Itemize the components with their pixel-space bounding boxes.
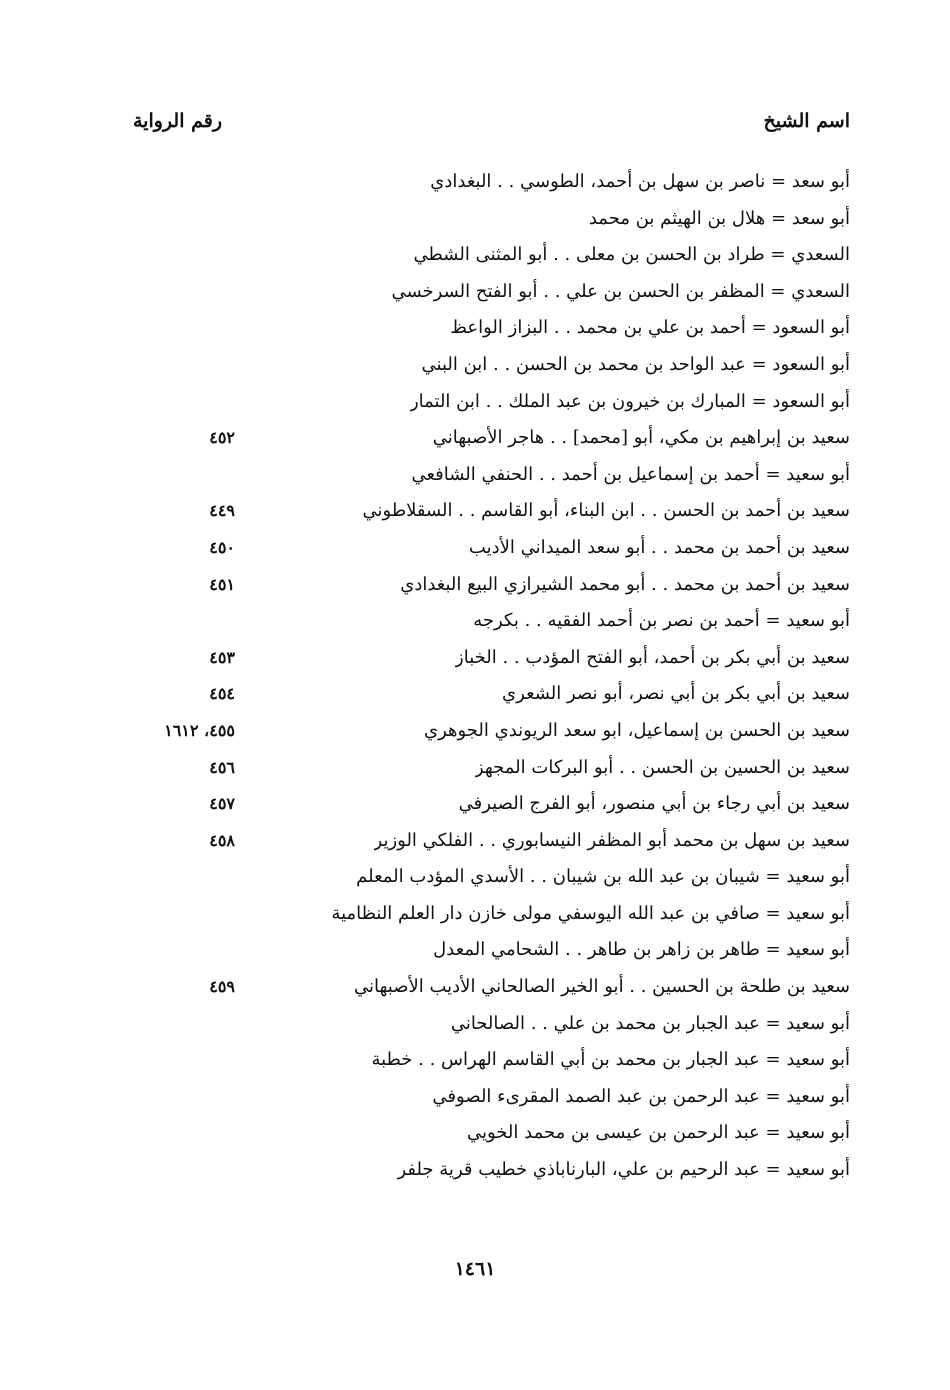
narration-number: ٤٥٩: [209, 977, 235, 997]
sheikh-name: أبو سعيد = عبد الرحمن بن عبد الصمد المقرىء الصوفي: [432, 1085, 850, 1107]
sheikh-name: أبو سعيد = عبد الرحيم بن علي، البارناباذي خطيب قرية جلفر: [397, 1159, 850, 1181]
list-item: [0, 676, 950, 713]
narration-number: ٤٥٢: [209, 428, 235, 448]
sheikh-name: سعيد بن إبراهيم بن مكي، أبو [محمد] . . هاجر الأصبهاني: [432, 427, 850, 449]
sheikh-name: أبو السعود = المبارك بن خيرون بن عبد الملك . . ابن التمار: [409, 390, 850, 412]
list-item: [0, 932, 950, 969]
narration-number: ٤٥٦: [209, 757, 235, 777]
sheikh-name: أبو سعيد = عبد الجبار بن محمد بن أبي القاسم الهراس . . خطبة: [371, 1049, 850, 1071]
list-item: [0, 713, 950, 750]
list-item: [0, 530, 950, 567]
sheikh-name: سعيد بن أبي بكر بن أبي نصر، أبو نصر الشعري: [502, 683, 850, 705]
list-item: [0, 750, 950, 787]
list-item: [0, 896, 950, 933]
narration-number: ٤٥١: [209, 574, 235, 594]
list-item: [0, 1042, 950, 1079]
list-item: [0, 1079, 950, 1116]
sheikh-name: أبو سعيد = طاهر بن زاهر بن طاهر . . الشحامي المعدل: [433, 939, 850, 961]
list-item: [0, 603, 950, 640]
sheikh-name: سعيد بن سهل بن محمد أبو المظفر النيسابوري . . الفلكي الوزير: [373, 829, 850, 851]
sheikh-name: سعيد بن الحسن بن إسماعيل، ابو سعد الريوندي الجوهري: [423, 719, 850, 741]
list-item: [0, 347, 950, 384]
sheikh-name: أبو سعيد = صافي بن عبد الله اليوسفي مولى خازن دار العلم النظامية: [331, 902, 850, 924]
list-item: [0, 1115, 950, 1152]
narration-number: ٤٥٤: [209, 684, 235, 704]
sheikh-name: السعدي = طراد بن الحسن بن معلى . . أبو المثنى الشطي: [413, 244, 850, 266]
narration-number: ٤٥٠: [209, 537, 235, 557]
list-item: [0, 786, 950, 823]
narration-number: ٤٥٨: [209, 830, 235, 850]
sheikh-name: أبو سعيد = عبد الجبار بن محمد بن علي . . الصالحاني: [450, 1012, 850, 1034]
list-item: [0, 201, 950, 238]
list-item: [0, 859, 950, 896]
sheikh-name: أبو السعود = أحمد بن علي بن محمد . . البزاز الواعظ: [450, 317, 850, 339]
page-number: ١٤٦١: [454, 1258, 496, 1280]
list-item: [0, 420, 950, 457]
sheikh-name: سعيد بن أحمد بن محمد . . أبو سعد الميداني الأديب: [468, 536, 850, 558]
list-item: [0, 1006, 950, 1043]
list-item: [0, 823, 950, 860]
sheikh-name: أبو السعود = عبد الواحد بن محمد بن الحسن . . ابن البني: [421, 353, 850, 375]
list-item: [0, 1152, 950, 1189]
list-item: [0, 384, 950, 421]
narration-number: ٤٥٣: [209, 647, 235, 667]
narration-number: ٤٤٩: [209, 501, 235, 521]
list-item: [0, 237, 950, 274]
sheikh-name: سعيد بن أبي رجاء بن أبي منصور، أبو الفرج الصيرفي: [458, 793, 850, 815]
list-item: [0, 567, 950, 604]
sheikh-name: السعدي = المظفر بن الحسن بن علي . . أبو الفتح السرخسي: [391, 280, 850, 302]
list-item: [0, 969, 950, 1006]
list-item: [0, 164, 950, 201]
list-item: [0, 493, 950, 530]
sheikh-name: أبو سعد = هلال بن الهيثم بن محمد: [588, 207, 850, 229]
sheikh-name: أبو سعيد = شيبان بن عبد الله بن شيبان . . الأسدي المؤدب المعلم: [356, 866, 850, 888]
sheikh-name: أبو سعيد = أحمد بن نصر بن أحمد الفقيه . . بكرجه: [473, 610, 850, 632]
sheikh-name: أبو سعد = ناصر بن سهل بن أحمد، الطوسي . . البغدادي: [430, 171, 850, 192]
sheikh-name: أبو سعيد = أحمد بن إسماعيل بن أحمد . . الحنفي الشافعي: [411, 463, 850, 485]
sheikh-name: سعيد بن أبي بكر بن أحمد، أبو الفتح المؤدب . . الخباز: [455, 646, 850, 668]
narration-number: ٤٥٧: [209, 794, 235, 814]
list-item: [0, 310, 950, 347]
list-item: [0, 640, 950, 677]
column-header-narration-number: رقم الرواية: [133, 110, 222, 132]
sheikh-name: أبو سعيد = عبد الرحمن بن عيسى بن محمد الخويي: [467, 1122, 850, 1144]
list-item: [0, 274, 950, 311]
entries-list: [0, 164, 950, 1189]
sheikh-name: سعيد بن الحسين بن الحسن . . أبو البركات المجهز: [474, 756, 850, 778]
narration-number: ٤٥٥، ١٦١٢: [164, 720, 235, 740]
sheikh-name: سعيد بن طلحة بن الحسين . . أبو الخير الصالحاني الأديب الأصبهاني: [353, 976, 850, 998]
sheikh-name: سعيد بن أحمد بن محمد . . أبو محمد الشيرازي البيع البغدادي: [400, 573, 850, 595]
sheikh-name: سعيد بن أحمد بن الحسن . . ابن البناء، أبو القاسم . . السقلاطوني: [362, 500, 850, 522]
column-header-sheikh-name: اسم الشيخ: [763, 110, 850, 132]
list-item: [0, 457, 950, 494]
